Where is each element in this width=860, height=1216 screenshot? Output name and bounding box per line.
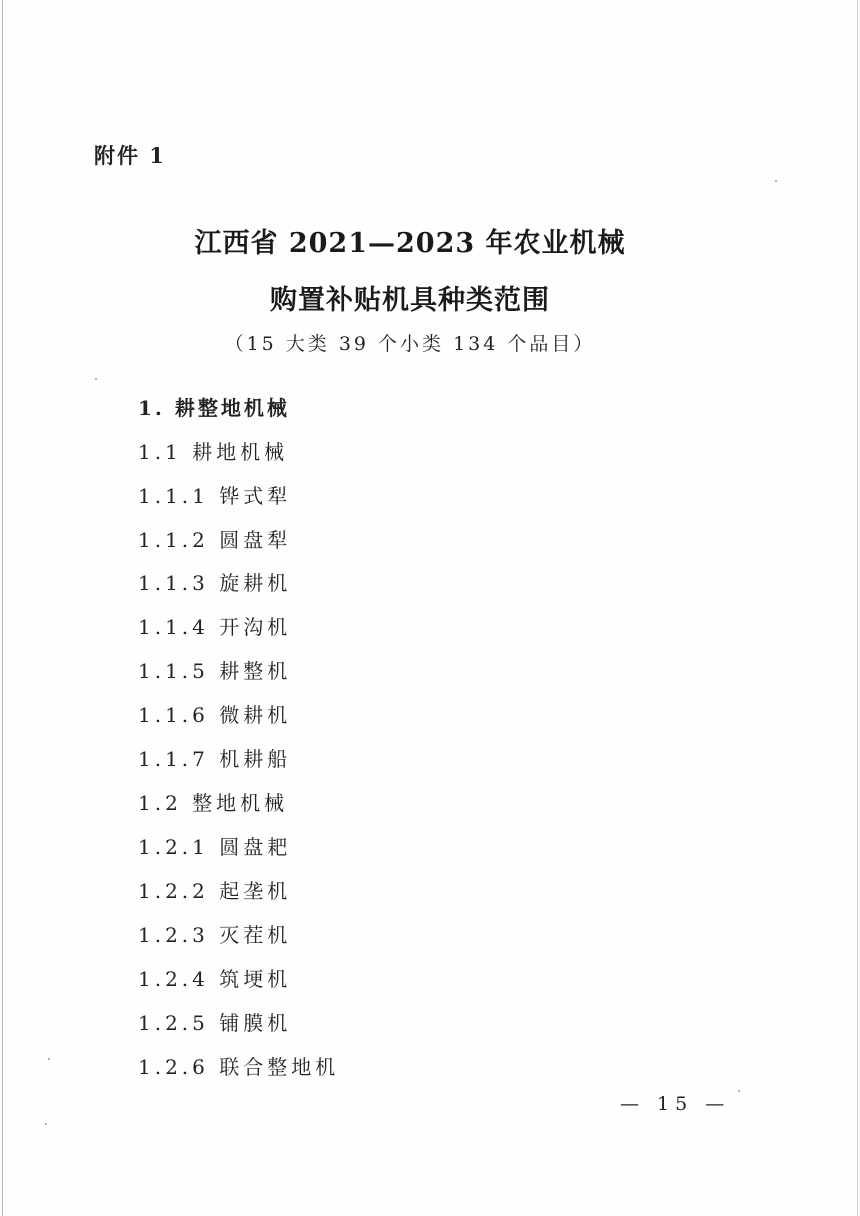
list-item: 1.2.5 铺膜机 (138, 1011, 292, 1035)
document-title-line-1: 江西省 2021—2023 年农业机械 (194, 228, 626, 259)
list-item: 1.1.6 微耕机 (138, 703, 292, 727)
list-item: 1.1.5 耕整机 (138, 659, 292, 683)
list-item: 1.2.1 圆盘耙 (138, 835, 292, 859)
scan-speck (738, 1090, 740, 1092)
scan-speck (48, 1058, 50, 1060)
list-item: 1.2.6 联合整地机 (138, 1055, 340, 1079)
subcategory-item: 1.2 整地机械 (138, 791, 289, 815)
page-right-edge (857, 0, 858, 1216)
list-item: 1.1.2 圆盘犁 (138, 528, 292, 552)
list-item: 1.2.3 灭茬机 (138, 923, 292, 947)
page-number: — 15 — (620, 1093, 731, 1115)
document-subtitle: （15 大类 39 个小类 134 个品目） (224, 333, 596, 355)
list-item: 1.1.4 开沟机 (138, 615, 292, 639)
list-item: 1.1.3 旋耕机 (138, 571, 292, 595)
scan-speck (95, 378, 97, 380)
list-item: 1.1.7 机耕船 (138, 747, 292, 771)
list-item: 1.1.1 铧式犁 (138, 484, 292, 508)
page-left-edge (2, 0, 3, 1216)
list-item: 1.2.4 筑埂机 (138, 967, 292, 991)
scan-speck (775, 180, 777, 182)
document-title-line-2: 购置补贴机具种类范围 (270, 285, 550, 316)
subcategory-item: 1.1 耕地机械 (138, 440, 289, 464)
list-item: 1.2.2 起垄机 (138, 879, 292, 903)
attachment-label: 附件 1 (94, 143, 166, 168)
scan-speck (45, 1123, 47, 1125)
category-heading: 1. 耕整地机械 (138, 396, 290, 420)
